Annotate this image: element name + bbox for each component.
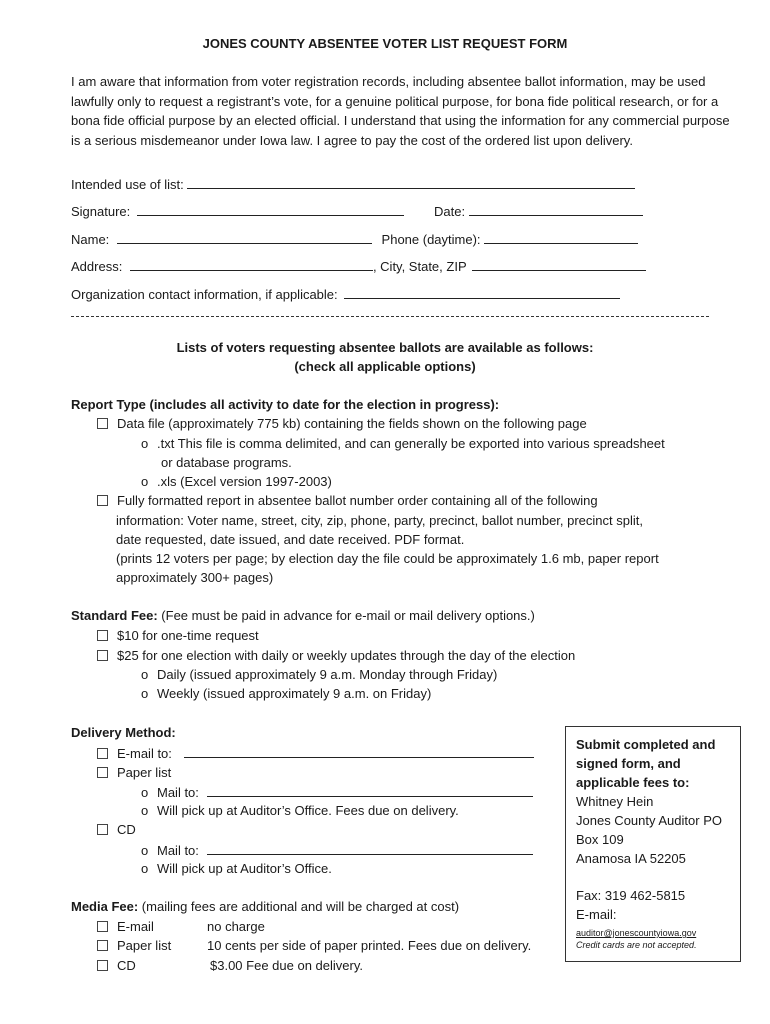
delivery-email-option bbox=[97, 745, 534, 761]
delivery-cd-checkbox[interactable] bbox=[97, 824, 108, 835]
circle-bullet-icon: o bbox=[141, 436, 149, 451]
circle-bullet-icon: o bbox=[141, 803, 149, 818]
form-title: JONES COUNTY ABSENTEE VOTER LIST REQUEST FORM bbox=[202, 36, 568, 51]
city-state-zip-label: , City, State, ZIP bbox=[372, 259, 467, 274]
submit-po-box: Box 109 bbox=[576, 832, 624, 847]
submit-info-box bbox=[565, 726, 741, 962]
paper-mail-field[interactable] bbox=[207, 784, 533, 797]
media-paper-option bbox=[97, 938, 171, 953]
data-file-label: Data file (approximately 775 kb) containing the fields shown on the following page bbox=[117, 416, 587, 431]
delivery-paper-option bbox=[97, 765, 171, 780]
organization-field[interactable] bbox=[344, 286, 620, 299]
date-row bbox=[434, 203, 643, 219]
paper-pickup-label: Will pick up at Auditor’s Office. Fees due on delivery. bbox=[157, 803, 459, 818]
delivery-paper-label: Paper list bbox=[117, 765, 172, 780]
media-cd-fee: $3.00 Fee due on delivery. bbox=[210, 958, 363, 973]
report-type-heading: Report Type (includes all activity to date for the election in progress): bbox=[71, 397, 500, 412]
name-row bbox=[71, 231, 638, 247]
signature-row bbox=[71, 203, 404, 219]
organization-label: Organization contact information, if applicable: bbox=[71, 287, 338, 302]
formatted-report-option bbox=[97, 493, 598, 508]
submit-email-label: E-mail: bbox=[576, 907, 617, 922]
one-time-label: $10 for one-time request bbox=[117, 628, 259, 643]
formatted-report-line2: information: Voter name, street, city, zip, phone, party, precinct, ballot number, precinct split, bbox=[116, 513, 643, 528]
submit-office: Jones County Auditor PO bbox=[576, 813, 722, 828]
circle-bullet-icon: o bbox=[141, 843, 149, 858]
formatted-report-line4: (prints 12 voters per page; by election day the file could be approximately 1.6 mb, paper report bbox=[116, 551, 659, 566]
daily-option bbox=[141, 667, 497, 682]
media-fee-heading: Media Fee: bbox=[71, 899, 139, 914]
txt-option bbox=[141, 436, 665, 451]
delivery-email-checkbox[interactable] bbox=[97, 748, 108, 759]
media-cd-option bbox=[97, 958, 136, 973]
formatted-report-line5: approximately 300+ pages) bbox=[116, 570, 274, 585]
date-label: Date: bbox=[434, 204, 466, 219]
credit-card-note: Credit cards are not accepted. bbox=[576, 940, 697, 950]
standard-fee-row bbox=[71, 608, 535, 623]
cd-pickup-label: Will pick up at Auditor’s Office. bbox=[157, 861, 332, 876]
address-row bbox=[71, 258, 646, 274]
formatted-report-line3: date requested, date issued, and date received. PDF format. bbox=[116, 532, 465, 547]
phone-label: Phone (daytime): bbox=[381, 232, 481, 247]
daily-label: Daily (issued approximately 9 a.m. Monday through Friday) bbox=[157, 667, 498, 682]
name-field[interactable] bbox=[117, 231, 372, 244]
intro-paragraph: I am aware that information from voter registration records, including absentee ballot information, may be used lawfully only to request a registrant’s vote, for a genuine political purpose, for bona fide political research, or for a bona fide official purpose by an elected official. I understand that using the information for any commercial purpose is a serious misdemeanor under Iowa law. I agree to pay the cost of the ordered list upon delivery. bbox=[71, 74, 730, 148]
signature-field[interactable] bbox=[137, 203, 404, 216]
media-cd-label: CD bbox=[117, 958, 136, 973]
organization-row bbox=[71, 286, 620, 302]
media-paper-label: Paper list bbox=[117, 938, 172, 953]
circle-bullet-icon: o bbox=[141, 667, 149, 682]
delivery-email-field[interactable] bbox=[184, 745, 534, 758]
delivery-heading: Delivery Method: bbox=[71, 725, 176, 740]
signature-label: Signature: bbox=[71, 204, 131, 219]
city-state-zip-field[interactable] bbox=[472, 258, 646, 271]
intended-use-label: Intended use of list: bbox=[71, 177, 184, 192]
xls-label: .xls (Excel version 1997-2003) bbox=[157, 474, 332, 489]
name-label: Name: bbox=[71, 232, 110, 247]
address-label: Address: bbox=[71, 259, 123, 274]
dashed-divider bbox=[71, 316, 709, 317]
lists-heading: Lists of voters requesting absentee ballots are available as follows: bbox=[176, 340, 594, 355]
media-fee-note: (mailing fees are additional and will be charged at cost) bbox=[138, 899, 460, 914]
paper-mail-option bbox=[141, 784, 533, 800]
delivery-cd-option bbox=[97, 822, 136, 837]
circle-bullet-icon: o bbox=[141, 686, 149, 701]
delivery-cd-label: CD bbox=[117, 822, 136, 837]
circle-bullet-icon: o bbox=[141, 785, 149, 800]
date-field[interactable] bbox=[469, 203, 643, 216]
lists-subheading: (check all applicable options) bbox=[294, 359, 476, 374]
media-email-label: E-mail bbox=[117, 919, 154, 934]
address-field[interactable] bbox=[130, 258, 373, 271]
media-paper-fee: 10 cents per side of paper printed. Fees due on delivery. bbox=[207, 938, 532, 953]
media-paper-checkbox[interactable] bbox=[97, 940, 108, 951]
media-email-option bbox=[97, 919, 154, 934]
cd-mail-field[interactable] bbox=[207, 842, 533, 855]
paper-mail-label: Mail to: bbox=[157, 785, 199, 800]
intended-use-field[interactable] bbox=[187, 176, 635, 189]
one-time-checkbox[interactable] bbox=[97, 630, 108, 641]
weekly-label: Weekly (issued approximately 9 a.m. on Friday) bbox=[157, 686, 432, 701]
cd-mail-label: Mail to: bbox=[157, 843, 199, 858]
updates-option bbox=[97, 648, 575, 663]
submit-heading-3: applicable fees to: bbox=[576, 775, 690, 790]
phone-field[interactable] bbox=[484, 231, 638, 244]
data-file-option bbox=[97, 416, 587, 431]
data-file-checkbox[interactable] bbox=[97, 418, 108, 429]
submit-email-link[interactable]: auditor@jonescountyiowa.gov bbox=[576, 928, 697, 938]
updates-label: $25 for one election with daily or weekly updates through the day of the election bbox=[117, 648, 576, 663]
submit-heading-2: signed form, and bbox=[576, 756, 681, 771]
submit-city: Anamosa IA 52205 bbox=[576, 851, 686, 866]
txt-label: .txt This file is comma delimited, and can generally be exported into various spreadsheet bbox=[157, 436, 665, 451]
delivery-paper-checkbox[interactable] bbox=[97, 767, 108, 778]
cd-mail-option bbox=[141, 842, 533, 858]
media-fee-row bbox=[71, 899, 459, 914]
delivery-email-label: E-mail to: bbox=[117, 746, 172, 761]
updates-checkbox[interactable] bbox=[97, 650, 108, 661]
media-email-fee: no charge bbox=[207, 919, 265, 934]
circle-bullet-icon: o bbox=[141, 474, 149, 489]
standard-fee-heading: Standard Fee: bbox=[71, 608, 158, 623]
weekly-option bbox=[141, 686, 431, 701]
submit-name: Whitney Hein bbox=[576, 794, 654, 809]
formatted-report-label: Fully formatted report in absentee ballot number order containing all of the following bbox=[117, 493, 598, 508]
cd-pickup-option bbox=[141, 861, 332, 876]
standard-fee-note: (Fee must be paid in advance for e-mail or mail delivery options.) bbox=[157, 608, 535, 623]
formatted-report-checkbox[interactable] bbox=[97, 495, 108, 506]
media-cd-checkbox[interactable] bbox=[97, 960, 108, 971]
one-time-option bbox=[97, 628, 259, 643]
submit-fax: Fax: 319 462-5815 bbox=[576, 888, 686, 903]
media-email-checkbox[interactable] bbox=[97, 921, 108, 932]
intended-use-row bbox=[71, 176, 635, 192]
circle-bullet-icon: o bbox=[141, 861, 149, 876]
txt-label-cont: or database programs. bbox=[161, 455, 292, 470]
paper-pickup-option bbox=[141, 803, 459, 818]
submit-heading-1: Submit completed and bbox=[576, 737, 716, 752]
xls-option bbox=[141, 474, 332, 489]
